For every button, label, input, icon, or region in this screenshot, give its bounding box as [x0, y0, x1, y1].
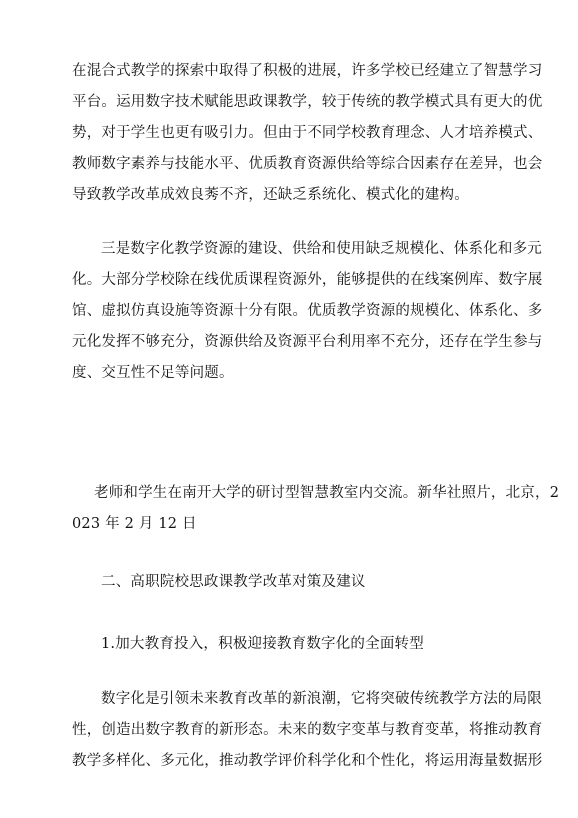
photo-caption — [72, 478, 560, 540]
text-line: 平台。运用数字技术赋能思政课教学，较于传统的教学模式具有更大的优 — [72, 94, 543, 110]
text-line: 性，创造出数字教育的新形态。未来的数字变革与教育变革，将推动教育 — [72, 722, 543, 738]
text-line: 数字化是引领未来教育改革的新浪潮，它将突破传统教学方法的局限 — [101, 691, 542, 707]
text-line: 三是数字化教学资源的建设、供给和使用缺乏规模化、体系化和多元 — [101, 241, 542, 257]
heading-text: 1.加大教育投入，积极迎接教育数字化的全面转型 — [101, 636, 424, 652]
text-line: 化。大部分学校除在线优质课程资源外，能够提供的在线案例库、数字展 — [72, 272, 543, 288]
text-line: 教师数字素养与技能水平、优质教育资源供给等综合因素存在差异，也会 — [72, 156, 543, 172]
paragraph-digital-transformation — [72, 684, 543, 777]
paragraph-digital-resources — [72, 234, 543, 389]
text-line: 势，对于学生也更有吸引力。但由于不同学校教育理念、人才培养模式、 — [72, 125, 543, 141]
text-line: 元化发挥不够充分，资源供给及资源平台利用率不充分，还存在学生参与 — [72, 334, 543, 350]
text-line: 导致教学改革成效良莠不齐，还缺乏系统化、模式化的建构。 — [72, 187, 469, 203]
text-line: 老师和学生在南开大学的研讨型智慧教室内交流。新华社照片，北京，2 — [94, 485, 560, 501]
section-heading — [72, 567, 518, 598]
text-line: 教学多样化、多元化，推动教学评价科学化和个性化，将运用海量数据形 — [72, 753, 543, 769]
heading-text: 二、高职院校思政课教学改革对策及建议 — [101, 574, 366, 590]
text-line: 馆、虚拟仿真设施等资源十分有限。优质教学资源的规模化、体系化、多 — [72, 303, 543, 319]
text-line: 023 年 2 月 12 日 — [72, 516, 197, 532]
text-line: 度、交互性不足等问题。 — [72, 365, 234, 381]
paragraph-blended-teaching — [72, 56, 543, 211]
text-line: 在混合式教学的探索中取得了积极的进展，许多学校已经建立了智慧学习 — [72, 63, 543, 79]
subsection-heading — [72, 629, 518, 660]
